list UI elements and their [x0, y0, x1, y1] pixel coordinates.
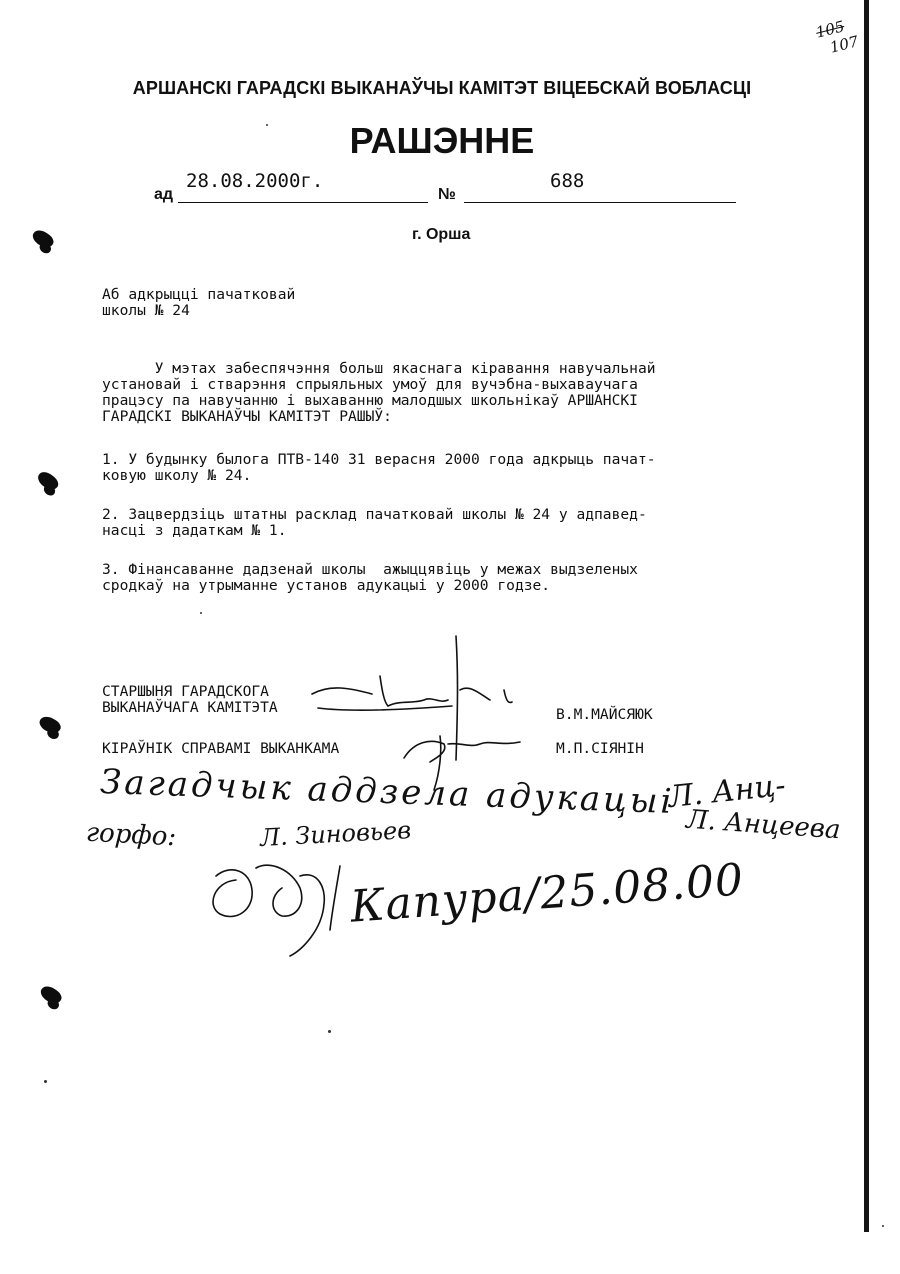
handwritten-note-line-2-left: горфо: — [85, 817, 177, 853]
archive-handwritten-mark: Капура/25.08.00 — [348, 854, 746, 933]
subject-line: Аб адкрыцці пачатковай школы № 24 — [102, 286, 296, 319]
chairman-signature — [312, 636, 512, 760]
handwritten-note-line-2-mid: Л. Зиновьев — [259, 816, 412, 852]
signatory-1-title: СТАРШЫНЯ ГАРАДСКОГА ВЫКАНАЎЧАГА КАМІТЭТА — [102, 683, 278, 716]
document-title: РАШЭННЕ — [349, 120, 535, 161]
punch-hole-mark — [35, 469, 61, 494]
archive-page-number — [811, 9, 871, 66]
scan-speck — [200, 612, 202, 614]
punch-hole-mark — [30, 227, 56, 251]
signatory-2-name: М.П.СІЯНІН — [556, 740, 644, 757]
punch-hole-mark — [38, 983, 64, 1007]
number-value: 688 — [550, 170, 585, 192]
signatory-2-title: КІРАЎНІК СПРАВАМІ ВЫКАНКАМА — [102, 740, 340, 757]
page-number: 107 — [828, 32, 861, 57]
scan-speck — [328, 1030, 331, 1033]
archive-signature — [213, 865, 340, 956]
date-value: 28.08.2000г. — [186, 170, 324, 192]
number-label: № — [438, 186, 456, 203]
signatory-1-name: В.М.МАЙСЯЮК — [556, 706, 653, 723]
preamble-paragraph: У мэтах забеспячэння больш якаснага кіравання навучальнай установай і стварэння спрыяльных умоў для вучэбна-выхаваучага працэсу па навучанню і выхаванню малодшых школьнікаў АРШАНСКІ ГАРАДСКІ ВЫКАНАЎЧЫ КАМІТЭТ РАШЫЎ: — [102, 360, 656, 425]
handwritten-note-line-1: Загадчык аддзела адукацыі — [99, 761, 676, 823]
scan-speck — [882, 1225, 884, 1227]
city: г. Орша — [412, 226, 471, 243]
issuing-authority: АРШАНСКІ ГАРАДСКІ ВЫКАНАЎЧЫ КАМІТЭТ ВІЦЕБСКАЙ ВОБЛАСЦІ — [132, 78, 752, 98]
decision-item-3: 3. Фінансаванне дадзенай школы ажыццявіць у межах выдзеленых сродкаў на утрыманне установ адукацыі у 2000 годзе. — [102, 561, 638, 594]
handwritten-note-line-2-right: Л. Анцеева — [685, 804, 842, 846]
punch-hole-mark — [37, 713, 63, 736]
crossed-page-number: 105 — [814, 17, 847, 42]
decision-item-1: 1. У будынку былога ПТВ-140 31 верасня 2000 года адкрыць пачат- ковую школу № 24. — [102, 451, 656, 484]
date-underline — [178, 202, 428, 203]
scan-speck — [44, 1080, 47, 1083]
date-number-row — [0, 168, 900, 208]
decision-item-2: 2. Зацвердзіць штатны расклад пачатковай школы № 24 у адпавед- насці з дадаткам № 1. — [102, 506, 647, 539]
handwritten-note-line-1-right: Л. Анц- — [666, 767, 788, 816]
number-underline — [464, 202, 736, 203]
date-label: ад — [154, 186, 174, 203]
scan-speck — [266, 124, 268, 126]
